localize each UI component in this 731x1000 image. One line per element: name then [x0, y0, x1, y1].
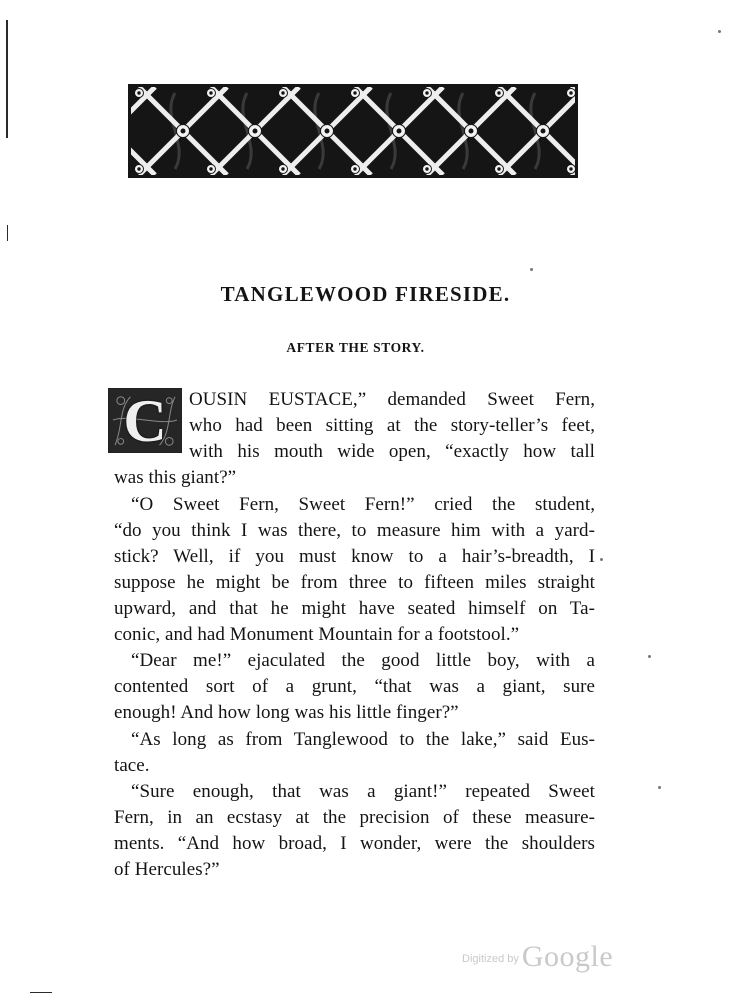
lattice-rosette-center — [353, 167, 356, 170]
scan-speck — [530, 268, 533, 271]
lattice-rosette-center — [325, 129, 330, 134]
body-line: suppose he might be from three to fifteen miles straight — [114, 572, 595, 593]
watermark-prefix: Digitized by — [462, 953, 519, 965]
lattice-rosette-center — [469, 129, 474, 134]
body-line: “O Sweet Fern, Sweet Fern!” cried the student, — [131, 494, 595, 515]
lattice-rosette-center — [425, 91, 428, 94]
lattice-rosette-center — [281, 91, 284, 94]
body-line: who had been sitting at the story-teller’s feet, — [189, 415, 595, 436]
section-title: AFTER THE STORY. — [286, 340, 425, 355]
ornamental-header-band — [128, 84, 578, 178]
body-line: of Hercules?” — [114, 859, 220, 880]
body-line: Fern, in an ecstasy at the precision of these measure- — [114, 807, 595, 828]
lattice-rosette-center — [137, 167, 140, 170]
scan-speck — [658, 786, 661, 789]
lattice-rosette-center — [209, 91, 212, 94]
body-line: ments. “And how broad, I wonder, were the shoulders — [114, 833, 595, 854]
lattice-ornament — [131, 87, 575, 175]
body-line: stick? Well, if you must know to a hair’s-breadth, I — [114, 546, 595, 567]
body-line: “Sure enough, that was a giant!” repeated Sweet — [131, 781, 595, 802]
lattice-rosette-center — [497, 91, 500, 94]
lattice-rosette-center — [181, 129, 186, 134]
body-line: “do you think I was there, to measure him with a yard- — [114, 520, 595, 541]
bottom-left-dash — [30, 992, 52, 993]
lattice-rosette-center — [425, 167, 428, 170]
scan-speck — [718, 30, 721, 33]
body-line: conic, and had Monument Mountain for a footstool.” — [114, 624, 520, 645]
scan-speck — [600, 558, 603, 561]
lattice-rosette-center — [353, 91, 356, 94]
lattice-rosette-center — [497, 167, 500, 170]
dropcap-letter: C — [123, 388, 167, 453]
body-line: tace. — [114, 755, 150, 776]
body-line: with his mouth wide open, “exactly how tall — [189, 441, 595, 462]
lattice-rosette-center — [541, 129, 546, 134]
body-line: “As long as from Tanglewood to the lake,” said Eus- — [131, 729, 595, 750]
lattice-rosette-center — [281, 167, 284, 170]
lattice-rosette-center — [253, 129, 258, 134]
chapter-title: TANGLEWOOD FIRESIDE. — [220, 282, 511, 306]
dropcap — [108, 388, 182, 453]
lattice-rosette-center — [569, 91, 572, 94]
body-line: enough! And how long was his little finger?” — [114, 702, 459, 723]
body-line: was this giant?” — [114, 467, 237, 488]
lattice-rosette-center — [569, 167, 572, 170]
lattice-rosette-center — [137, 91, 140, 94]
digitized-watermark — [462, 940, 613, 974]
left-margin-rule — [6, 20, 8, 138]
watermark-logo: Google — [521, 940, 614, 973]
scan-speck — [648, 655, 651, 658]
body-line: upward, and that he might have seated himself on Ta- — [114, 598, 595, 619]
lattice-rosette-center — [209, 167, 212, 170]
body-line: contented sort of a grunt, “that was a giant, sure — [114, 676, 595, 697]
lattice-rosette-center — [397, 129, 402, 134]
body-line: OUSIN EUSTACE,” demanded Sweet Fern, — [189, 389, 595, 410]
left-margin-tick — [7, 225, 8, 241]
body-line: “Dear me!” ejaculated the good little boy, with a — [131, 650, 595, 671]
